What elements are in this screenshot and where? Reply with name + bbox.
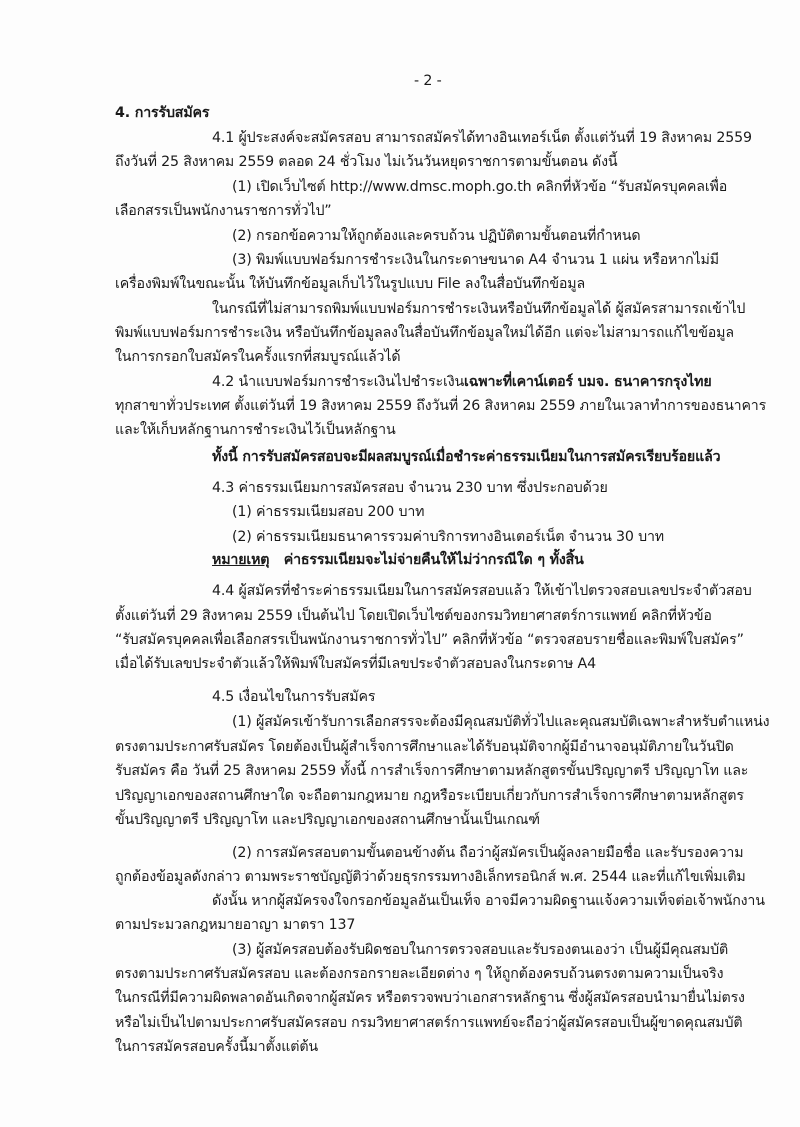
paragraph-line: ตรงตามประกาศรับสมัครสอบ และต้องกรอกรายละเอียดต่าง ๆ ให้ถูกต้องครบถ้วนตรงตามความเป็นจริง: [115, 966, 724, 982]
paragraph-line: พิมพ์แบบฟอร์มการชำระเงิน หรือบันทึกข้อมูลลงในสื่อบันทึกข้อมูลใหม่ได้อีก แต่จะไม่สามารถแก้ไขข้อมูล: [115, 325, 734, 341]
paragraph-line: (2) การสมัครสอบตามขั้นตอนข้างต้น ถือว่าผู้สมัครเป็นผู้ลงลายมือชื่อ และรับรองความ: [232, 845, 744, 861]
paragraph-line: (1) ค่าธรรมเนียมสอบ 200 บาท: [232, 504, 425, 520]
paragraph-line: หรือไม่เป็นไปตามประกาศรับสมัครสอบ กรมวิทยาศาสตร์การแพทย์จะถือว่าผู้สมัครสอบเป็นผู้ขาดคุณสมบัติ: [115, 1015, 743, 1031]
paragraph-line: (2) ค่าธรรมเนียมธนาคารรวมค่าบริการทางอินเตอร์เน็ต จำนวน 30 บาท: [232, 529, 665, 545]
paragraph-line: ในกรณีที่มีความผิดพลาดอันเกิดจากผู้สมัคร หรือตรวจพบว่าเอกสารหลักฐาน ซึ่งผู้สมัครสอบนำมายื่นไม่ตรง: [115, 990, 745, 1006]
important-note: ทั้งนี้ การรับสมัครสอบจะมีผลสมบูรณ์เมื่อชำระค่าธรรมเนียมในการสมัครเรียบร้อยแล้ว: [212, 449, 721, 465]
paragraph-line: 4.1 ผู้ประสงค์จะสมัครสอบ สามารถสมัครได้ทางอินเทอร์เน็ต ตั้งแต่วันที่ 19 สิงหาคม 2559: [212, 130, 752, 146]
paragraph-line: ในกรณีที่ไม่สามารถพิมพ์แบบฟอร์มการชำระเงินหรือบันทึกข้อมูลได้ ผู้สมัครสามารถเข้าไป: [212, 301, 746, 317]
paragraph-text: 4.2 นำแบบฟอร์มการชำระเงินไปชำระเงิน: [212, 374, 465, 390]
paragraph-line: ปริญญาเอกของสถานศึกษาใด จะถือตามกฎหมาย กฎหรือระเบียบเกี่ยวกับการสำเร็จการศึกษาตามหลักสูตร: [115, 788, 744, 804]
paragraph-line: เครื่องพิมพ์ในขณะนั้น ให้บันทึกข้อมูลเก็บไว้ในรูปแบบ File ลงในสื่อบันทึกข้อมูล: [115, 276, 586, 292]
paragraph-line: ในการสมัครสอบครั้งนี้มาตั้งแต่ต้น: [115, 1039, 318, 1055]
paragraph-line: ในการกรอกใบสมัครในครั้งแรกที่สมบูรณ์แล้วได้: [115, 349, 401, 365]
paragraph-line: ตั้งแต่วันที่ 29 สิงหาคม 2559 เป็นต้นไป โดยเปิดเว็บไซต์ของกรมวิทยาศาสตร์การแพทย์ คลิกที่หัวข้อ: [115, 608, 712, 624]
paragraph-line: 4.4 ผู้สมัครที่ชำระค่าธรรมเนียมในการสมัครสอบแล้ว ให้เข้าไปตรวจสอบเลขประจำตัวสอบ: [212, 583, 752, 599]
paragraph-line: เมื่อได้รับเลขประจำตัวแล้วให้พิมพ์ใบสมัครที่มีเลขประจำตัวสอบลงในกระดาษ A4: [115, 656, 596, 672]
paragraph-line: (3) พิมพ์แบบฟอร์มการชำระเงินในกระดาษขนาด A4 จำนวน 1 แผ่น หรือหากไม่มี: [232, 252, 719, 268]
subsection-title: 4.5 เงื่อนไขในการรับสมัคร: [212, 689, 376, 705]
page-number: - 2 -: [414, 73, 442, 89]
paragraph-emphasis: เฉพาะที่เคาน์เตอร์ บมจ. ธนาคารกรุงไทย: [464, 374, 712, 390]
paragraph-line: [212, 372, 712, 392]
remark-text: ค่าธรรมเนียมจะไม่จ่ายคืนให้ไม่ว่ากรณีใด ๆ ทั้งสิ้น: [283, 552, 584, 568]
paragraph-line: (1) เปิดเว็บไซต์ http://www.dmsc.moph.go.th คลิกที่หัวข้อ “รับสมัครบุคคลเพื่อ: [232, 179, 728, 195]
paragraph-line: เลือกสรรเป็นพนักงานราชการทั่วไป”: [115, 203, 332, 219]
paragraph-line: ดังนั้น หากผู้สมัครจงใจกรอกข้อมูลอันเป็นเท็จ อาจมีความผิดฐานแจ้งความเท็จต่อเจ้าพนักงาน: [212, 893, 765, 909]
paragraph-line: ตรงตามประกาศรับสมัคร โดยต้องเป็นผู้สำเร็จการศึกษาและได้รับอนุมัติจากผู้มีอำนาจอนุมัติภายในวันปิด: [115, 739, 734, 755]
remark-label: หมายเหตุ: [212, 552, 270, 568]
paragraph-line: ตามประมวลกฎหมายอาญา มาตรา 137: [115, 917, 356, 933]
section-title: 4. การรับสมัคร: [115, 105, 210, 121]
paragraph-line: 4.3 ค่าธรรมเนียมการสมัครสอบ จำนวน 230 บาท ซึ่งประกอบด้วย: [212, 480, 608, 496]
paragraph-line: (1) ผู้สมัครเข้ารับการเลือกสรรจะต้องมีคุณสมบัติทั่วไปและคุณสมบัติเฉพาะสำหรับตำแหน่ง: [232, 714, 770, 730]
paragraph-line: “รับสมัครบุคคลเพื่อเลือกสรรเป็นพนักงานราชการทั่วไป” คลิกที่หัวข้อ “ตรวจสอบรายชื่อและพิมพ์ใบสมัคร”: [115, 632, 744, 648]
paragraph-line: (3) ผู้สมัครสอบต้องรับผิดชอบในการตรวจสอบและรับรองตนเองว่า เป็นผู้มีคุณสมบัติ: [232, 942, 729, 958]
paragraph-line: ขั้นปริญญาตรี ปริญญาโท และปริญญาเอกของสถานศึกษานั้นเป็นเกณฑ์: [115, 812, 540, 828]
paragraph-line: ทุกสาขาทั่วประเทศ ตั้งแต่วันที่ 19 สิงหาคม 2559 ถึงวันที่ 26 สิงหาคม 2559 ภายในเวลาทำการของธนาคาร: [115, 398, 767, 414]
paragraph-line: ถึงวันที่ 25 สิงหาคม 2559 ตลอด 24 ชั่วโมง ไม่เว้นวันหยุดราชการตามขั้นตอน ดังนี้: [115, 154, 618, 170]
paragraph-line: รับสมัคร คือ วันที่ 25 สิงหาคม 2559 ทั้งนี้ การสำเร็จการศึกษาตามหลักสูตรขั้นปริญญาตรี ปริญญาโท และ: [115, 763, 749, 779]
paragraph-line: (2) กรอกข้อความให้ถูกต้องและครบถ้วน ปฏิบัติตามขั้นตอนที่กำหนด: [232, 228, 641, 244]
remark-line: [212, 550, 584, 570]
paragraph-line: ถูกต้องข้อมูลดังกล่าว ตามพระราชบัญญัติว่าด้วยธุรกรรมทางอิเล็กทรอนิกส์ พ.ศ. 2544 และที่แก้ไขเพิ่มเติม: [115, 869, 746, 885]
paragraph-line: และให้เก็บหลักฐานการชำระเงินไว้เป็นหลักฐาน: [115, 422, 396, 438]
